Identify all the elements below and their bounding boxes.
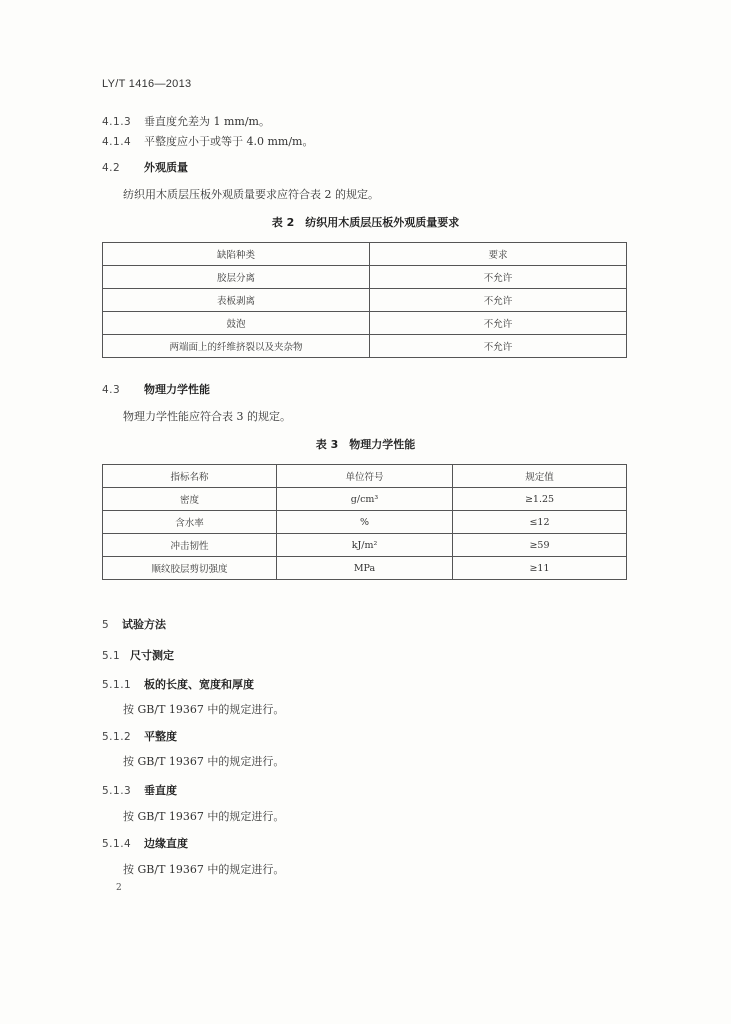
table-row: [103, 511, 627, 534]
section-title: 边缘直度: [144, 837, 188, 850]
standard-code: LY/T 1416—2013: [102, 78, 192, 90]
table-cell: ≥11: [453, 557, 627, 580]
table-cell: 不允许: [370, 312, 627, 335]
clause-4-1-3: [102, 113, 270, 129]
table-header-cell: 单位符号: [277, 465, 453, 488]
table-cell: 密度: [103, 488, 277, 511]
table-header-row: [103, 465, 627, 488]
section-5-1-4-heading: [102, 835, 188, 851]
section-title: 外观质量: [144, 161, 188, 174]
section-number: 4.3: [102, 384, 121, 396]
table-row: [103, 557, 627, 580]
section-5-1-2-heading: [102, 728, 177, 744]
section-number: 5.1: [102, 650, 121, 662]
table-cell: 两端面上的纤维挤裂以及夹杂物: [103, 335, 370, 358]
table-cell: 顺纹胶层剪切强度: [103, 557, 277, 580]
table3: [102, 464, 627, 580]
section-5-1-3-text: 按 GB/T 19367 中的规定进行。: [123, 810, 285, 823]
table-cell: 不允许: [370, 335, 627, 358]
clause-number: 4.1.4: [102, 136, 132, 148]
section-5-1-1-heading: [102, 676, 254, 692]
section-4-3-heading: [102, 381, 210, 397]
clause-4-1-4: [102, 133, 313, 149]
table-header-cell: 要求: [370, 243, 627, 266]
section-number: 5: [102, 619, 110, 631]
section-title: 平整度: [144, 730, 177, 743]
table2: [102, 242, 627, 358]
table-cell: ≥59: [453, 534, 627, 557]
table-row: [103, 312, 627, 335]
table-cell: 冲击韧性: [103, 534, 277, 557]
clause-text: 平整度应小于或等于 4.0 mm/m。: [144, 135, 314, 148]
table-cell: kJ/m²: [277, 534, 453, 557]
table3-title: 表 3 物理力学性能: [315, 438, 416, 451]
section-4-2-heading: [102, 159, 188, 175]
table-cell: 鼓泡: [103, 312, 370, 335]
clause-number: 4.1.3: [102, 116, 132, 128]
section-title: 尺寸测定: [130, 649, 174, 662]
table-row: [103, 534, 627, 557]
table-header-row: [103, 243, 627, 266]
clause-text: 垂直度允差为 1 mm/m。: [144, 115, 270, 128]
table-row: [103, 289, 627, 312]
table-cell: 含水率: [103, 511, 277, 534]
table-cell: 胶层分离: [103, 266, 370, 289]
table-cell: 不允许: [370, 266, 627, 289]
section-5-1-heading: [102, 647, 174, 663]
section-5-1-1-text: 按 GB/T 19367 中的规定进行。: [123, 703, 285, 716]
table-cell: 不允许: [370, 289, 627, 312]
table-cell: 表板剥离: [103, 289, 370, 312]
table-header-cell: 缺陷种类: [103, 243, 370, 266]
section-title: 垂直度: [144, 784, 177, 797]
section-number: 5.1.3: [102, 785, 132, 797]
table-row: [103, 335, 627, 358]
table-cell: ≥1.25: [453, 488, 627, 511]
table-cell: MPa: [277, 557, 453, 580]
section-5-heading: [102, 616, 166, 632]
table-cell: g/cm³: [277, 488, 453, 511]
section-5-1-4-text: 按 GB/T 19367 中的规定进行。: [123, 863, 285, 876]
table-cell: ≤12: [453, 511, 627, 534]
table-header-cell: 规定值: [453, 465, 627, 488]
section-number: 5.1.2: [102, 731, 132, 743]
section-5-1-3-heading: [102, 782, 177, 798]
section-number: 4.2: [102, 162, 121, 174]
table-row: [103, 266, 627, 289]
section-title: 物理力学性能: [144, 383, 210, 396]
section-5-1-2-text: 按 GB/T 19367 中的规定进行。: [123, 755, 285, 768]
table-header-cell: 指标名称: [103, 465, 277, 488]
section-number: 5.1.4: [102, 838, 132, 850]
section-title: 板的长度、宽度和厚度: [144, 678, 254, 691]
page-number: 2: [116, 883, 122, 893]
section-4-2-text: 纺织用木质层压板外观质量要求应符合表 2 的规定。: [123, 188, 379, 201]
table-row: [103, 488, 627, 511]
table-cell: %: [277, 511, 453, 534]
table2-title: 表 2 纺织用木质层压板外观质量要求: [271, 216, 460, 229]
section-4-3-text: 物理力学性能应符合表 3 的规定。: [123, 410, 291, 423]
section-title: 试验方法: [122, 618, 166, 631]
section-number: 5.1.1: [102, 679, 132, 691]
